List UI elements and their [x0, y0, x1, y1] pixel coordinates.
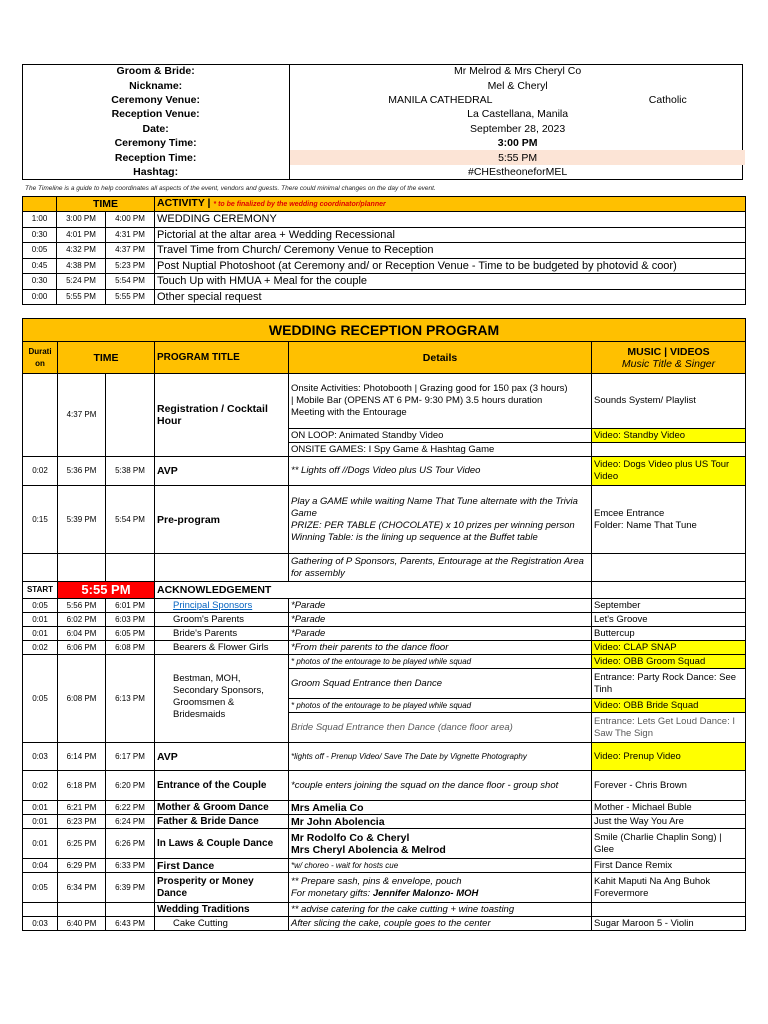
dance-start: 6:23 PM: [58, 815, 106, 829]
info-label: Nickname:: [22, 78, 290, 92]
pre-music-line: Folder: Name That Tune: [594, 519, 697, 531]
avp1-end: 5:38 PM: [106, 457, 155, 486]
squad-music: Video: OBB Groom Squad: [592, 655, 746, 669]
avp1-music: Video: Dogs Video plus US Tour Video: [592, 457, 746, 486]
timeline-activity: Pictorial at the altar area + Wedding Recessional: [155, 227, 746, 243]
squad-music: Video: OBB Bride Squad: [592, 699, 746, 713]
avp2-duration: 0:03: [23, 743, 58, 771]
couple-end: 6:20 PM: [106, 771, 155, 801]
header-duration: Durati on: [23, 342, 58, 374]
ent-title: Bearers & Flower Girls: [155, 641, 289, 655]
couple-details: *couple enters joining the squad on the dance floor - group shot: [289, 771, 592, 801]
pre-music-line: Emcee Entrance: [594, 507, 665, 519]
pre-detail-line: PRIZE: PER TABLE (CHOCOLATE) x 10 prizes per winning person: [291, 519, 575, 531]
ent-title-link[interactable]: Principal Sponsors: [155, 599, 289, 613]
avp1-title: AVP: [155, 457, 289, 486]
timeline-activity: WEDDING CEREMONY: [155, 212, 746, 228]
cake-title: Cake Cutting: [155, 917, 289, 931]
ent-duration: 0:05: [23, 599, 58, 613]
reg-details: [289, 374, 592, 429]
cell-blank: [592, 443, 746, 457]
info-value: 5:55 PM: [290, 150, 745, 164]
inlaws-end: 6:26 PM: [106, 829, 155, 859]
first-start: 6:29 PM: [58, 859, 106, 873]
ent-end: 6:01 PM: [106, 599, 155, 613]
timeline-header-activity: [155, 197, 746, 212]
inlaws-title: In Laws & Couple Dance: [155, 829, 289, 859]
ent-start: 6:02 PM: [58, 613, 106, 627]
reg-music: Sounds System/ Playlist: [592, 374, 746, 429]
avp1-duration: 0:02: [23, 457, 58, 486]
ack-title: ACKNOWLEDGEMENT: [155, 582, 592, 599]
info-label: Ceremony Time:: [22, 136, 290, 150]
cell-blank: [58, 903, 106, 917]
info-value-extra: Catholic: [648, 93, 687, 106]
squad-music: Entrance: Party Rock Dance: See Tinh: [592, 669, 746, 699]
header-details: Details: [289, 342, 592, 374]
squad-music: Entrance: Lets Get Loud Dance: I Saw The Sign: [592, 713, 746, 743]
pre-music: [592, 486, 746, 554]
pre-detail-line: Play a GAME while waiting Name That Tune alternate with the Trivia Game: [291, 495, 578, 519]
cell-blank: [23, 554, 58, 582]
info-value: La Castellana, Manila: [467, 108, 569, 121]
avp2-music: Video: Prenup Video: [592, 743, 746, 771]
timeline-table: [22, 196, 746, 305]
ent-title: Groom's Parents: [155, 613, 289, 627]
squad-detail: * photos of the entourage to be played while squad: [289, 655, 592, 669]
cake-end: 6:43 PM: [106, 917, 155, 931]
timeline-row: [23, 243, 746, 259]
info-label: Reception Time:: [22, 150, 290, 164]
timeline-start: 4:38 PM: [57, 258, 106, 274]
timeline-start: 3:00 PM: [57, 212, 106, 228]
inlaws-line: Mrs Cheryl Abolencia & Melrod: [291, 843, 446, 856]
squad-title: Bestman, MOH, Secondary Sponsors, Groomsmen & Bridesmaids: [155, 655, 289, 743]
cell-blank: [23, 374, 58, 457]
timeline-duration: 0:30: [23, 227, 57, 243]
first-duration: 0:04: [23, 859, 58, 873]
squad-end: 6:13 PM: [106, 655, 155, 743]
avp2-details: *lights off - Prenup Video/ Save The Date by Vignette Photography: [289, 743, 592, 771]
ent-details: *Parade: [289, 613, 592, 627]
pre-title: Pre-program: [155, 486, 289, 554]
squad-detail: Bride Squad Entrance then Dance (dance floor area): [289, 713, 592, 743]
info-value: MANILA CATHEDRAL: [388, 93, 493, 106]
info-label: Reception Venue:: [22, 107, 290, 121]
money-music: Kahit Maputi Na Ang Buhok Forevermore: [592, 873, 746, 903]
reg-detail-line: Meeting with the Entourage: [291, 407, 407, 418]
ent-end: 6:03 PM: [106, 613, 155, 627]
timeline-duration: 0:05: [23, 243, 57, 259]
ent-end: 6:08 PM: [106, 641, 155, 655]
info-value: Mel & Cheryl: [487, 79, 548, 92]
cake-start: 6:40 PM: [58, 917, 106, 931]
pre-duration: 0:15: [23, 486, 58, 554]
dance-title: Father & Bride Dance: [155, 815, 289, 829]
timeline-row: [23, 212, 746, 228]
pre-detail-line: Winning Table: is the lining up sequence at the Buffet table: [291, 531, 538, 543]
info-value: September 28, 2023: [470, 122, 566, 135]
reg-detail-line: | Mobile Bar (OPENS AT 6 PM- 9:30 PM) 3.5 hours duration: [291, 395, 543, 406]
first-end: 6:33 PM: [106, 859, 155, 873]
info-label: Ceremony Venue:: [22, 93, 290, 107]
money-details: [289, 873, 592, 903]
gathering-details: Gathering of P Sponsors, Parents, Entourage at the Registration Area for assembly: [289, 554, 592, 582]
ent-start: 6:04 PM: [58, 627, 106, 641]
first-music: First Dance Remix: [592, 859, 746, 873]
timeline-end: 5:23 PM: [106, 258, 155, 274]
timeline-duration: 0:30: [23, 274, 57, 290]
reg-loop: ON LOOP: Animated Standby Video: [289, 429, 592, 443]
inlaws-music: Smile (Charlie Chaplin Song) | Glee: [592, 829, 746, 859]
timeline-duration: 0:00: [23, 289, 57, 305]
timeline-row: [23, 289, 746, 305]
squad-detail: Groom Squad Entrance then Dance: [289, 669, 592, 699]
info-value: #CHEstheoneforMEL: [468, 165, 568, 178]
cell-blank: [155, 554, 289, 582]
header-music-label: MUSIC | VIDEOS: [627, 345, 710, 358]
activity-label: ACTIVITY |: [157, 197, 211, 209]
cake-duration: 0:03: [23, 917, 58, 931]
timeline-row: [23, 258, 746, 274]
money-line: [291, 888, 589, 900]
pre-details: [289, 486, 592, 554]
ent-title: Bride's Parents: [155, 627, 289, 641]
squad-duration: 0:05: [23, 655, 58, 743]
timeline-activity: Post Nuptial Photoshoot (at Ceremony and/ or Reception Venue - Time to be budgeted by photovid & coor): [155, 258, 746, 274]
timeline-start: 5:55 PM: [57, 289, 106, 305]
first-title: First Dance: [155, 859, 289, 873]
ent-details: *Parade: [289, 627, 592, 641]
timeline-duration: 0:45: [23, 258, 57, 274]
couple-music: Forever - Chris Brown: [592, 771, 746, 801]
info-label: Hashtag:: [22, 165, 290, 179]
ent-details: *From their parents to the dance floor: [289, 641, 592, 655]
header-music: [592, 342, 746, 374]
dance-end: 6:24 PM: [106, 815, 155, 829]
dance-details: Mr John Abolencia: [289, 815, 592, 829]
timeline-row: [23, 274, 746, 290]
inlaws-start: 6:25 PM: [58, 829, 106, 859]
avp2-start: 6:14 PM: [58, 743, 106, 771]
avp2-end: 6:17 PM: [106, 743, 155, 771]
ent-end: 6:05 PM: [106, 627, 155, 641]
timeline-end: 5:55 PM: [106, 289, 155, 305]
timeline-end: 4:31 PM: [106, 227, 155, 243]
dance-start: 6:21 PM: [58, 801, 106, 815]
reg-games: ONSITE GAMES: I Spy Game & Hashtag Game: [289, 443, 592, 457]
money-title: Prosperity or Money Dance: [155, 873, 289, 903]
pre-end: 5:54 PM: [106, 486, 155, 554]
header-program-title: PROGRAM TITLE: [155, 342, 289, 374]
cake-music: Sugar Maroon 5 - Violin: [592, 917, 746, 931]
timeline-activity: Touch Up with HMUA + Meal for the couple: [155, 274, 746, 290]
avp1-details: ** Lights off //Dogs Video plus US Tour Video: [289, 457, 592, 486]
info-value: Mr Melrod & Mrs Cheryl Co: [454, 65, 582, 78]
ent-music: Video: CLAP SNAP: [592, 641, 746, 655]
timeline-end: 4:00 PM: [106, 212, 155, 228]
header-music-sub: Music Title & Singer: [621, 357, 716, 370]
reception-program-table: [22, 318, 746, 931]
timeline-row: [23, 227, 746, 243]
reg-start: 4:37 PM: [58, 374, 106, 457]
ent-duration: 0:02: [23, 641, 58, 655]
avp1-start: 5:36 PM: [58, 457, 106, 486]
money-end: 6:39 PM: [106, 873, 155, 903]
timeline-end: 5:54 PM: [106, 274, 155, 290]
trad-details: ** advise catering for the cake cutting + wine toasting: [289, 903, 592, 917]
cake-details: After slicing the cake, couple goes to the center: [289, 917, 592, 931]
cell-blank: [23, 903, 58, 917]
program-title: WEDDING RECEPTION PROGRAM: [23, 319, 746, 342]
timeline-start: 4:01 PM: [57, 227, 106, 243]
cell-blank: [592, 582, 746, 599]
ent-duration: 0:01: [23, 627, 58, 641]
squad-start: 6:08 PM: [58, 655, 106, 743]
cell-blank: [592, 903, 746, 917]
ack-time: 5:55 PM: [58, 582, 155, 599]
ent-start: 6:06 PM: [58, 641, 106, 655]
inlaws-details: [289, 829, 592, 859]
timeline-note: The Timeline is a guide to help coordinates all aspects of the event, vendors and guests. There could minimal changes on the day of the event.: [25, 185, 436, 192]
squad-detail: * photos of the entourage to be played while squad: [289, 699, 592, 713]
ack-start-label: START: [23, 582, 58, 599]
ent-music: Buttercup: [592, 627, 746, 641]
header-time: TIME: [58, 342, 155, 374]
pre-start: 5:39 PM: [58, 486, 106, 554]
timeline-start: 4:32 PM: [57, 243, 106, 259]
dance-end: 6:22 PM: [106, 801, 155, 815]
reg-video: Video: Standby Video: [592, 429, 746, 443]
timeline-start: 5:24 PM: [57, 274, 106, 290]
dance-music: Mother - Michael Buble: [592, 801, 746, 815]
reg-title: Registration / Cocktail Hour: [155, 374, 289, 457]
timeline-duration: 1:00: [23, 212, 57, 228]
dance-duration: 0:01: [23, 801, 58, 815]
timeline-activity: Other special request: [155, 289, 746, 305]
planner-note: * to be finalized by the wedding coordinator/planner: [213, 201, 386, 208]
dance-details: Mrs Amelia Co: [289, 801, 592, 815]
timeline-header-blank: [23, 197, 57, 212]
cell-blank: [58, 554, 106, 582]
trad-title: Wedding Traditions: [155, 903, 289, 917]
timeline-activity: Travel Time from Church/ Ceremony Venue to Reception: [155, 243, 746, 259]
dance-music: Just the Way You Are: [592, 815, 746, 829]
ent-details: *Parade: [289, 599, 592, 613]
ent-start: 5:56 PM: [58, 599, 106, 613]
ent-music: Let's Groove: [592, 613, 746, 627]
inlaws-line: Mr Rodolfo Co & Cheryl: [291, 831, 410, 844]
money-line: ** Prepare sash, pins & envelope, pouch: [291, 875, 462, 887]
money-start: 6:34 PM: [58, 873, 106, 903]
money-gift-name: Jennifer Malonzo- MOH: [372, 887, 479, 899]
info-label: Date:: [22, 122, 290, 136]
money-gift-label: For monetary gifts:: [291, 887, 373, 899]
info-label: Groom & Bride:: [22, 64, 290, 78]
timeline-end: 4:37 PM: [106, 243, 155, 259]
info-value: 3:00 PM: [497, 137, 538, 150]
cell-blank: [106, 374, 155, 457]
timeline-header-time: TIME: [57, 197, 155, 212]
cell-blank: [106, 554, 155, 582]
first-details: *w/ choreo - wait for hosts cue: [289, 859, 592, 873]
dance-duration: 0:01: [23, 815, 58, 829]
money-duration: 0:05: [23, 873, 58, 903]
avp2-title: AVP: [155, 743, 289, 771]
couple-title: Entrance of the Couple: [155, 771, 289, 801]
ent-duration: 0:01: [23, 613, 58, 627]
inlaws-duration: 0:01: [23, 829, 58, 859]
ent-music: September: [592, 599, 746, 613]
reg-detail-line: Onsite Activities: Photobooth | Grazing good for 150 pax (3 hours): [291, 383, 568, 394]
cell-blank: [592, 554, 746, 582]
couple-info-table: [22, 64, 745, 179]
dance-title: Mother & Groom Dance: [155, 801, 289, 815]
cell-blank: [106, 903, 155, 917]
couple-duration: 0:02: [23, 771, 58, 801]
couple-start: 6:18 PM: [58, 771, 106, 801]
